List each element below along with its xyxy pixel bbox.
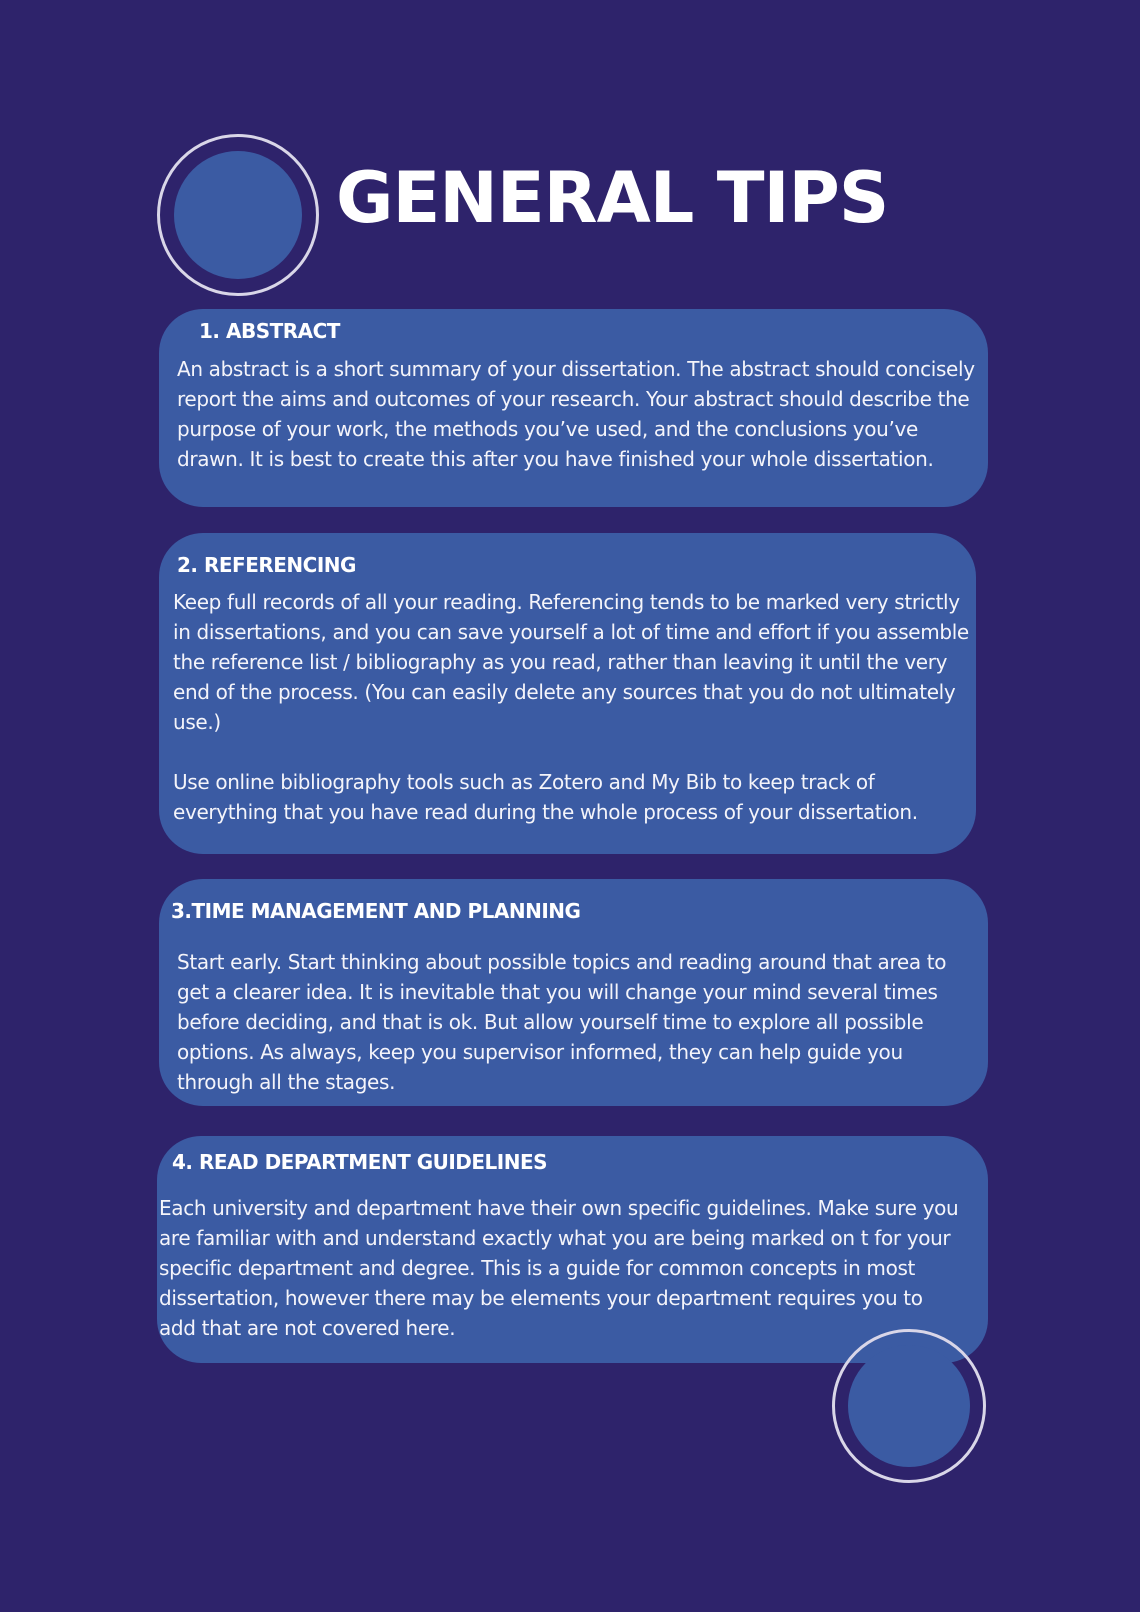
section-paragraph: Keep full records of all your reading. Referencing tends to be marked very strictly in dissertations, and you can save yourself a lot of time and effort if you assemble the reference list / bibliography as you read, rather than leaving it until the very end of the process. (You can easily delete any sources that you do not ultimately use.) xyxy=(173,590,969,734)
section-paragraph: An abstract is a short summary of your dissertation. The abstract should concisely report the aims and outcomes of your research. Your abstract should describe the purpose of your work, the methods you’ve used, and the conclusions you’ve drawn. It is best to create this after you have finished your whole dissertation. xyxy=(177,357,975,471)
page-title: GENERAL TIPS xyxy=(336,157,889,239)
section-heading: 3.TIME MANAGEMENT AND PLANNING xyxy=(171,899,581,923)
section-card-referencing xyxy=(159,533,976,854)
section-paragraph: Each university and department have their own specific guidelines. Make sure you are familiar with and understand exactly what you are being marked on t for your specific department and degree. This is a guide for common concepts in most dissertation, however there may be elements your department requires you to add that are not covered here. xyxy=(159,1196,959,1340)
section-text xyxy=(177,947,982,1097)
section-card-abstract xyxy=(159,309,988,507)
section-paragraph: Start early. Start thinking about possible topics and reading around that area to get a clearer idea. It is inevitable that you will change your mind several times before deciding, and that is ok. But allow yourself time to explore all possible options. As always, keep you supervisor informed, they can help guide you through all the stages. xyxy=(177,950,947,1094)
section-text xyxy=(159,1193,959,1343)
section-paragraph: Use online bibliography tools such as Zotero and My Bib to keep track of everything that you have read during the whole process of your dissertation. xyxy=(173,770,918,824)
section-card-department-guidelines xyxy=(157,1136,988,1363)
section-text xyxy=(173,587,973,827)
section-heading: 4. READ DEPARTMENT GUIDELINES xyxy=(172,1150,548,1174)
section-card-time-management xyxy=(159,879,988,1106)
decorative-circle-bottom xyxy=(848,1345,970,1467)
decorative-circle-top xyxy=(174,151,302,279)
section-text xyxy=(177,354,977,474)
section-heading: 2. REFERENCING xyxy=(177,553,356,577)
section-heading: 1. ABSTRACT xyxy=(199,319,340,343)
